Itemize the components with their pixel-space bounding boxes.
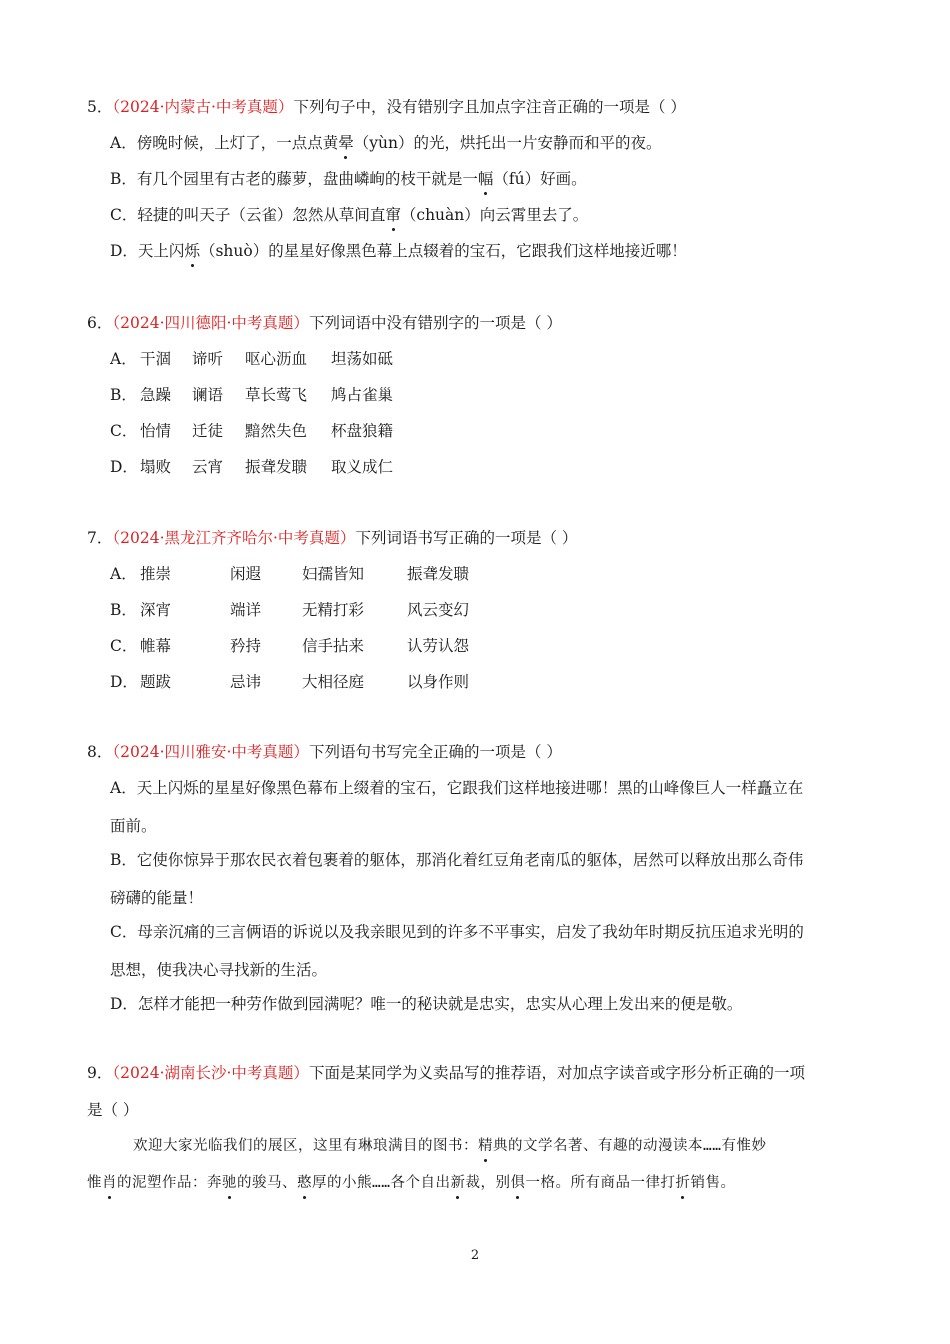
question-source: （2024·内蒙古·中考真题） [112,98,294,116]
option-b: B． 深宵 端详 无精打彩 风云变幻 [110,601,470,619]
option-d: D．天上闪烁（shuò）的星星好像黑色幕上点辍着的宝石，它跟我们这样地接近哪！ [110,242,687,260]
emphasis-char: 俱 [510,1175,526,1191]
emphasis-char: 折 [675,1175,691,1191]
option-a: A． 干涸 谛听 呕心沥血 坦荡如砥 [110,350,394,368]
option-c-continued: 思想，使我决心寻找新的生活。 [110,961,328,979]
question-text: 下面是某同学为义卖品写的推荐语，对加点字读音或字形分析正确的一项 [308,1064,805,1082]
emphasis-char: 肖 [102,1175,117,1191]
option-a: A．傍晚时候，上灯了，一点点黄晕（yùn）的光，烘托出一片安静而和平的夜。 [110,134,662,152]
emphasis-char: 精 [478,1138,493,1154]
emphasis-char: 驰 [222,1175,237,1191]
emphasis-char: 幅 [477,170,494,188]
option-b-continued: 磅礴的能量！ [110,889,204,907]
question-7-stem [87,528,577,548]
question-source: （2024·黑龙江齐齐哈尔·中考真题） [112,529,356,547]
question-text: 下列句子中，没有错别字且加点字注音正确的一项是（ ） [293,98,686,116]
question-number: 8． [87,743,113,761]
option-a: A．天上闪烁的星星好像黑色幕布上缀着的宝石，它跟我们这样地接进哪！黑的山峰像巨人一样矗立在 [110,779,804,797]
question-number: 5． [87,98,113,116]
option-b: B． 急躁 谰语 草长莺飞 鸠占雀巢 [110,386,394,404]
option-d: D． 题跋 忌讳 大相径庭 以身作则 [110,673,470,691]
recommendation-passage-line-1: 欢迎大家光临我们的展区，这里有琳琅满目的图书：精典的文学名著、有趣的动漫读本……有惟妙 [133,1138,767,1154]
option-b: B．它使你惊异于那农民衣着包裹着的躯体，那消化着红豆角老南瓜的躯体，居然可以释放出那么奇伟 [110,851,804,869]
option-d: D．怎样才能把一种劳作做到园满呢？唯一的秘诀就是忠实，忠实从心理上发出来的便是敬。 [110,995,743,1013]
page-number: 2 [470,1248,480,1263]
question-6-stem [87,313,562,333]
question-source: （2024·四川德阳·中考真题） [112,314,309,332]
emphasis-char: 憨 [297,1175,312,1191]
option-c: C．轻捷的叫天子（云雀）忽然从草间直窜（chuàn）向云霄里去了。 [110,206,589,224]
option-a-continued: 面前。 [110,817,157,835]
option-c: C． 怡情 迁徒 黯然失色 杯盘狼籍 [110,422,394,440]
option-c: C．母亲沉痛的三言俩语的诉说以及我亲眼见到的许多不平事实，启发了我幼年时期反抗压追求光明的 [110,923,804,941]
question-9-stem [87,1063,805,1083]
question-number: 7． [87,529,113,547]
emphasis-char: 窜 [385,206,401,224]
option-b: B．有几个园里有古老的藤萝，盘曲嶙峋的枝干就是一幅（fú）好画。 [110,170,587,188]
question-number: 9． [87,1064,113,1082]
recommendation-passage-line-2: 惟肖的泥塑作品：奔驰的骏马、憨厚的小熊……各个自出新裁，别俱一格。所有商品一律打折销售。 [87,1175,736,1191]
emphasis-char: 新 [450,1175,466,1191]
option-c: C． 帷幕 矜持 信手拈来 认劳认怨 [110,637,470,655]
question-5-stem [87,97,686,117]
question-source: （2024·四川雅安·中考真题） [112,743,309,761]
question-text: 下列语句书写完全正确的一项是（ ） [308,743,562,761]
question-source: （2024·湖南长沙·中考真题） [112,1064,309,1082]
question-text: 下列词语中没有错别字的一项是（ ） [308,314,562,332]
option-d: D． 塌败 云宵 振聋发聩 取义成仁 [110,458,394,476]
emphasis-char: 烁 [184,242,200,260]
emphasis-char: 晕 [338,134,354,152]
question-number: 6． [87,314,113,332]
question-9-stem-continued: 是（ ） [87,1101,139,1119]
option-a: A． 推崇 闲遐 妇孺皆知 振聋发聩 [110,565,470,583]
question-text: 下列词语书写正确的一项是（ ） [355,529,578,547]
question-8-stem [87,742,562,762]
